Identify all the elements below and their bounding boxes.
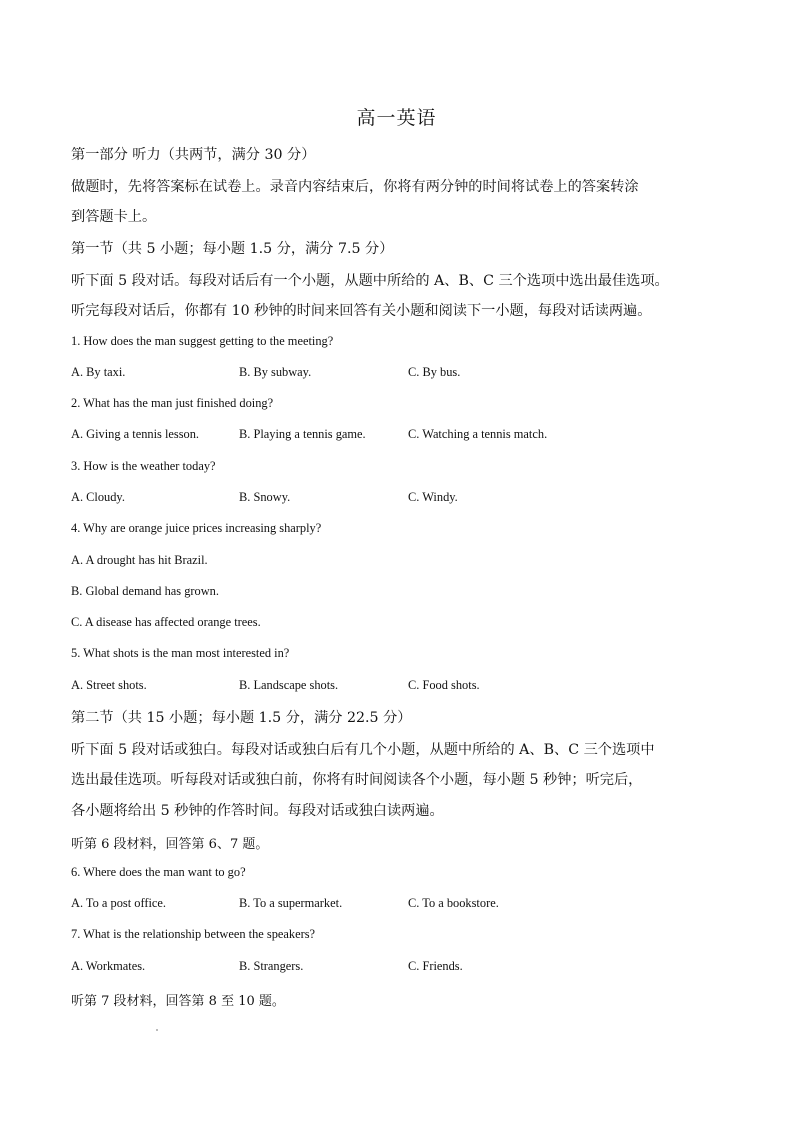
q5-option-b: B. Landscape shots.: [239, 678, 339, 692]
section1-instruction-2: 听完每段对话后，你都有 10 秒钟的时间来回答有关小题和阅读下一小题，每段对话读两遍。: [71, 303, 652, 319]
q7-option-a: A. Workmates.: [71, 959, 146, 973]
section2-heading: 第二节（共 15 小题；每小题 1.5 分，满分 22.5 分）: [71, 710, 412, 726]
q7-option-c: C. Friends.: [408, 959, 463, 973]
intro-line-2: 到答题卡上。: [71, 209, 157, 225]
q5-option-c: C. Food shots.: [408, 678, 480, 692]
section2-instruction-3: 各小题将给出 5 秒钟的作答时间。每段对话或独白读两遍。: [71, 803, 444, 819]
section2-instruction-2: 选出最佳选项。听每段对话或独白前，你将有时间阅读各个小题，每小题 5 秒钟；听完后，: [71, 772, 643, 788]
page-title: 高一英语: [356, 107, 437, 129]
q4-option-c: C. A disease has affected orange trees.: [71, 615, 261, 629]
question-5: 5. What shots is the man most interested in?: [71, 646, 290, 660]
section1-heading: 第一节（共 5 小题；每小题 1.5 分，满分 7.5 分）: [71, 241, 394, 257]
part1-heading: 第一部分 听力（共两节，满分 30 分）: [71, 147, 316, 163]
q4-option-b: B. Global demand has grown.: [71, 584, 219, 598]
q1-option-a: A. By taxi.: [71, 365, 126, 379]
q3-option-a: A. Cloudy.: [71, 490, 125, 504]
q6-option-c: C. To a bookstore.: [408, 896, 499, 910]
question-7: 7. What is the relationship between the speakers?: [71, 927, 316, 941]
q7-option-b: B. Strangers.: [239, 959, 304, 973]
q6-option-a: A. To a post office.: [71, 896, 167, 910]
intro-line-1: 做题时，先将答案标在试卷上。录音内容结束后，你将有两分钟的时间将试卷上的答案转涂: [71, 179, 639, 195]
q4-option-a: A. A drought has hit Brazil.: [71, 553, 208, 567]
q6-option-b: B. To a supermarket.: [239, 896, 343, 910]
q2-option-b: B. Playing a tennis game.: [239, 427, 366, 441]
q2-option-c: C. Watching a tennis match.: [408, 427, 548, 441]
section1-instruction-1: 听下面 5 段对话。每段对话后有一个小题，从题中所给的 A、B、C 三个选项中选出最佳选项。: [71, 273, 669, 289]
q2-option-a: A. Giving a tennis lesson.: [71, 427, 200, 441]
q1-option-b: B. By subway.: [239, 365, 312, 379]
scan-dot: [156, 1029, 158, 1031]
material-6-label: 听第 6 段材料，回答第 6、7 题。: [71, 837, 269, 852]
material-7-label: 听第 7 段材料，回答第 8 至 10 题。: [71, 994, 285, 1009]
q5-option-a: A. Street shots.: [71, 678, 147, 692]
question-4: 4. Why are orange juice prices increasing sharply?: [71, 521, 322, 535]
q3-option-c: C. Windy.: [408, 490, 458, 504]
question-2: 2. What has the man just finished doing?: [71, 396, 274, 410]
q1-option-c: C. By bus.: [408, 365, 461, 379]
q3-option-b: B. Snowy.: [239, 490, 291, 504]
question-1: 1. How does the man suggest getting to the meeting?: [71, 334, 334, 348]
section2-instruction-1: 听下面 5 段对话或独白。每段对话或独白后有几个小题，从题中所给的 A、B、C 三个选项中: [71, 742, 655, 758]
question-3: 3. How is the weather today?: [71, 459, 216, 473]
question-6: 6. Where does the man want to go?: [71, 865, 246, 879]
